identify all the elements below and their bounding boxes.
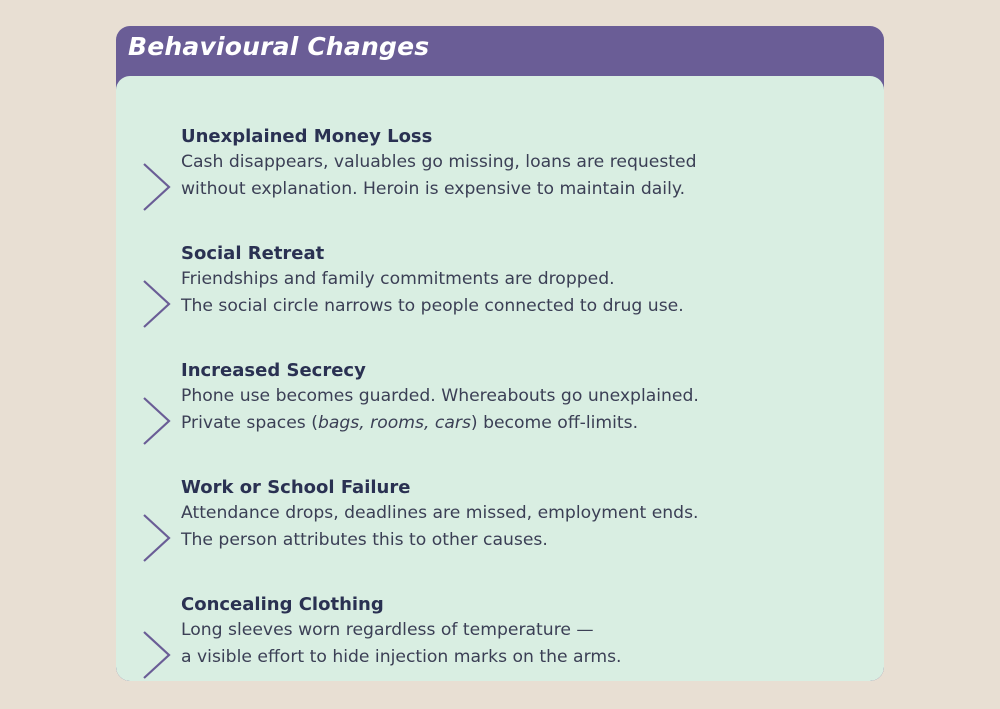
item-title: Social Retreat	[181, 243, 325, 264]
item-description-line: The social circle narrows to people connected to drug use.	[181, 296, 684, 316]
item-description-line: Friendships and family commitments are dropped.	[181, 269, 615, 289]
item-description-line: Long sleeves worn regardless of temperature —	[181, 620, 594, 640]
item-title: Unexplained Money Loss	[181, 126, 433, 147]
card-body	[116, 76, 884, 681]
list-item-social-retreat	[116, 243, 884, 353]
list-item-money-loss	[116, 126, 884, 236]
description-emphasis: bags, rooms, cars	[317, 413, 471, 433]
list-item-increased-secrecy	[116, 360, 884, 470]
item-description-line	[181, 413, 638, 433]
item-title: Concealing Clothing	[181, 594, 384, 615]
chevron-right-icon	[142, 513, 172, 563]
description-text: Private spaces (	[181, 413, 318, 433]
item-title: Work or School Failure	[181, 477, 411, 498]
item-description-line: Cash disappears, valuables go missing, loans are requested	[181, 152, 697, 172]
item-title: Increased Secrecy	[181, 360, 366, 381]
item-description-line: Phone use becomes guarded. Whereabouts go unexplained.	[181, 386, 699, 406]
item-description-line: Attendance drops, deadlines are missed, employment ends.	[181, 503, 699, 523]
behavioural-changes-card	[116, 26, 884, 681]
list-item-work-school-failure	[116, 477, 884, 587]
chevron-right-icon	[142, 396, 172, 446]
list-item-concealing-clothing	[116, 594, 884, 681]
chevron-right-icon	[142, 279, 172, 329]
card-header	[116, 26, 884, 80]
chevron-right-icon	[142, 162, 172, 212]
item-description-line: The person attributes this to other causes.	[181, 530, 548, 550]
chevron-right-icon	[142, 630, 172, 680]
description-text: ) become off-limits.	[470, 413, 639, 433]
item-description-line: without explanation. Heroin is expensive to maintain daily.	[181, 179, 686, 199]
card-title: Behavioural Changes	[128, 32, 430, 61]
item-description-line: a visible effort to hide injection marks on the arms.	[181, 647, 622, 667]
